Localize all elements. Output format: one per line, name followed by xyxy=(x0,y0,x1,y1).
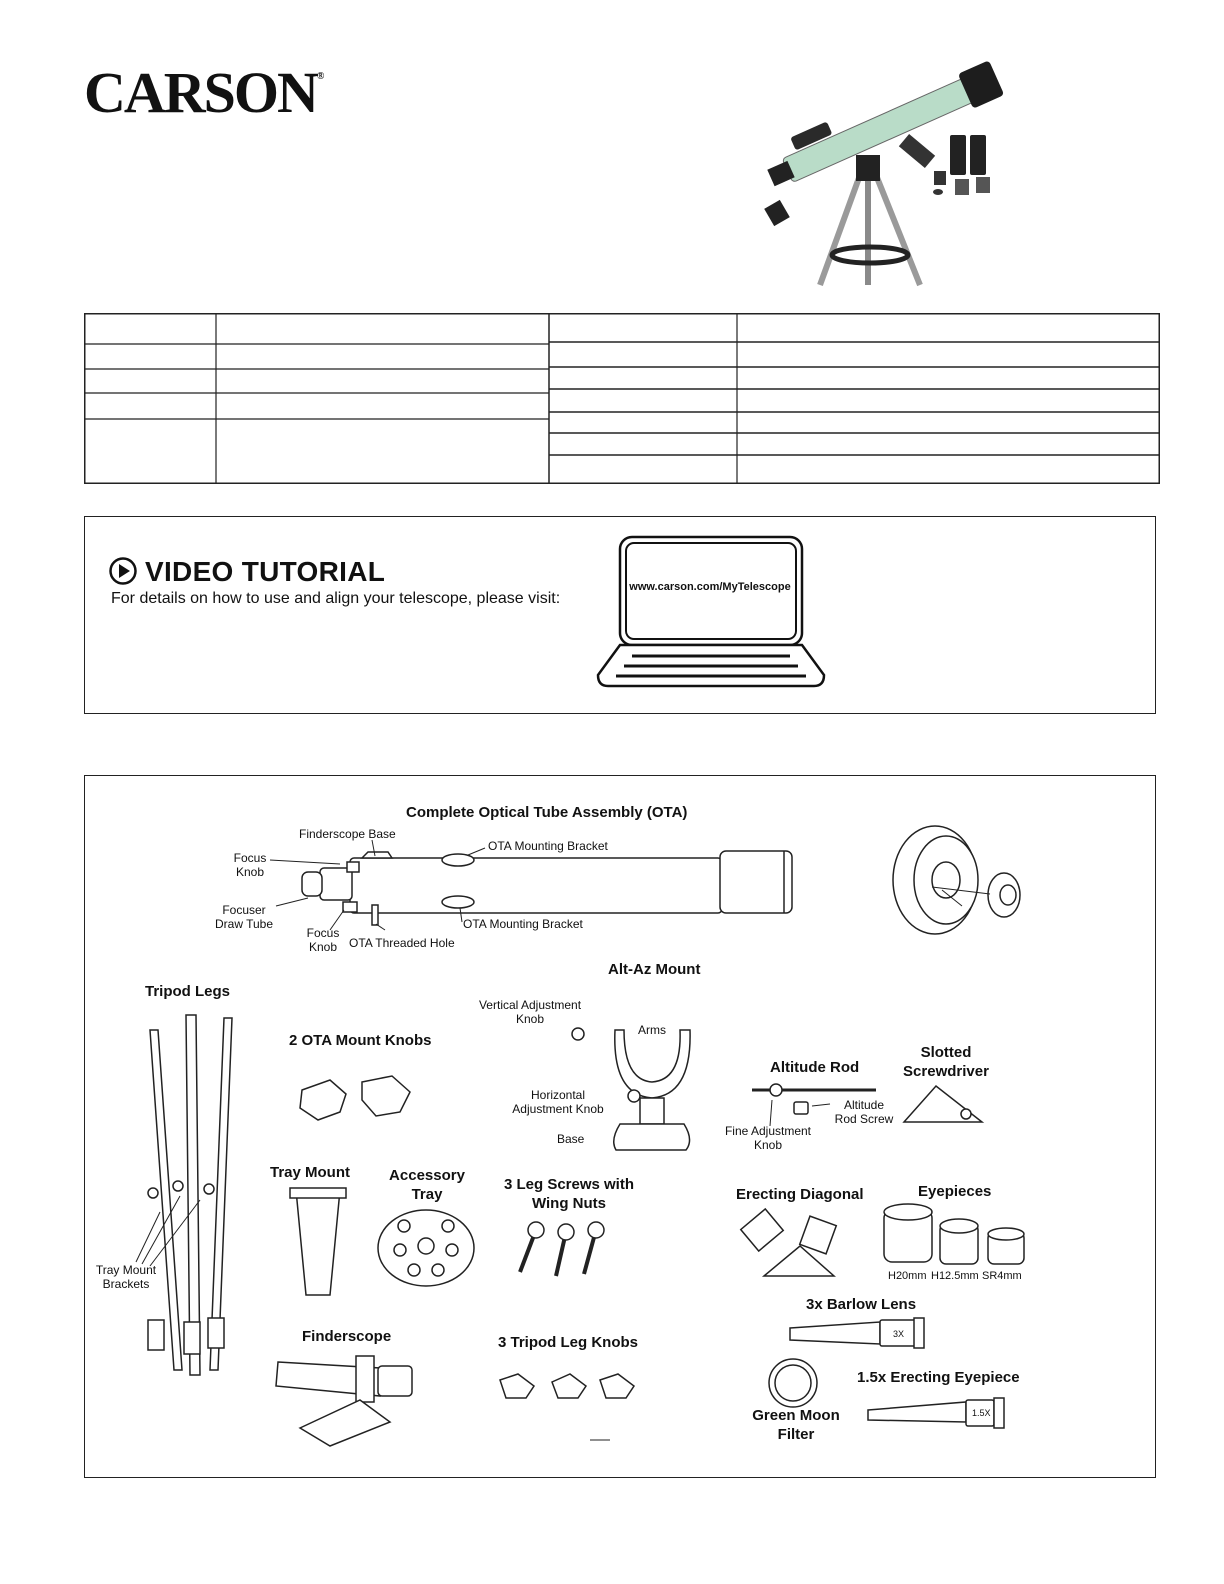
focus-wheel-drawing xyxy=(893,826,1020,934)
base-label-display: Base xyxy=(557,1132,585,1146)
ota-drawing xyxy=(302,851,792,925)
arms-label: Arms xyxy=(638,1023,666,1037)
erecting-diagonal-heading: Erecting Diagonal xyxy=(736,1186,864,1203)
slotted-screwdriver-heading: Slotted Screwdriver xyxy=(903,1044,989,1080)
finderscope-heading: Finderscope xyxy=(302,1328,392,1345)
eyepiece-size-1: H20mm xyxy=(888,1270,927,1282)
eyepiece-size-2: H12.5mm xyxy=(931,1270,979,1282)
eyepiece-size-3: SR4mm xyxy=(982,1270,1022,1282)
video-tutorial-link[interactable]: www.carson.com/MyTelescope xyxy=(629,581,791,593)
ota-threaded-hole-label: OTA Threaded Hole xyxy=(349,936,455,950)
tray-mount-brackets-label: Tray Mount Brackets xyxy=(95,1263,157,1291)
accessory-tray-heading: Accessory Tray xyxy=(389,1167,465,1203)
altitude-rod-screw-label: Altitude Rod Screw xyxy=(834,1098,894,1126)
alt-az-mount-heading: Alt-Az Mount xyxy=(608,961,701,978)
barlow-lens-mark: 3X xyxy=(893,1329,905,1339)
finderscope-base-label: Finderscope Base xyxy=(299,827,396,841)
ota-mounting-bracket-bottom-label: OTA Mounting Bracket xyxy=(463,917,583,931)
green-moon-filter-heading: Green Moon Filter xyxy=(752,1407,840,1443)
tray-mount-heading: Tray Mount xyxy=(270,1164,351,1181)
brand-name: CARSON xyxy=(84,60,317,125)
tripod-leg-knobs-heading: 3 Tripod Leg Knobs xyxy=(498,1334,639,1351)
erecting-eyepiece-mark: 1.5X xyxy=(972,1408,991,1418)
focuser-draw-tube-label: Focuser Draw Tube xyxy=(214,903,274,931)
fine-adjustment-knob-label: Fine Adjustment Knob xyxy=(724,1124,812,1152)
ota-mount-knobs-drawing xyxy=(300,1076,410,1120)
erecting-diagonal-drawing xyxy=(741,1209,837,1276)
tripod-legs-drawing xyxy=(148,1015,232,1375)
accessory-tray-drawing xyxy=(378,1210,474,1286)
erecting-eyepiece-heading: 1.5x Erecting Eyepiece xyxy=(857,1369,1020,1386)
vertical-adjustment-knob-label: Vertical Adjustment Knob xyxy=(478,998,582,1026)
tripod-legs-heading: Tripod Legs xyxy=(145,983,231,1000)
video-tutorial-description: For details on how to use and align your telescope, please visit: xyxy=(111,590,561,607)
finderscope-drawing xyxy=(276,1356,412,1446)
eyepieces-drawing xyxy=(884,1204,1024,1264)
eyepieces-heading: Eyepieces xyxy=(918,1183,992,1200)
tripod-leg-knobs-drawing xyxy=(500,1374,634,1398)
leg-screws-drawing xyxy=(520,1222,604,1276)
focus-knob-top-label: Focus Knob xyxy=(233,851,267,879)
ota-mount-knobs-heading: 2 OTA Mount Knobs xyxy=(289,1032,432,1049)
leg-screws-heading: 3 Leg Screws with Wing Nuts xyxy=(503,1176,635,1212)
barlow-lens-heading: 3x Barlow Lens xyxy=(806,1296,917,1313)
tray-mount-drawing xyxy=(290,1188,346,1295)
green-moon-filter-drawing xyxy=(769,1359,817,1407)
horizontal-adjustment-knob-label: Horizontal Adjustment Knob xyxy=(512,1088,604,1116)
ota-heading: Complete Optical Tube Assembly (OTA) xyxy=(406,804,688,821)
altitude-rod-heading: Altitude Rod xyxy=(770,1059,860,1076)
focus-knob-bottom-label: Focus Knob xyxy=(306,926,340,954)
video-tutorial-title: VIDEO TUTORIAL xyxy=(145,556,386,587)
ota-mounting-bracket-top-label: OTA Mounting Bracket xyxy=(488,839,608,853)
registered-mark: ® xyxy=(316,71,325,82)
